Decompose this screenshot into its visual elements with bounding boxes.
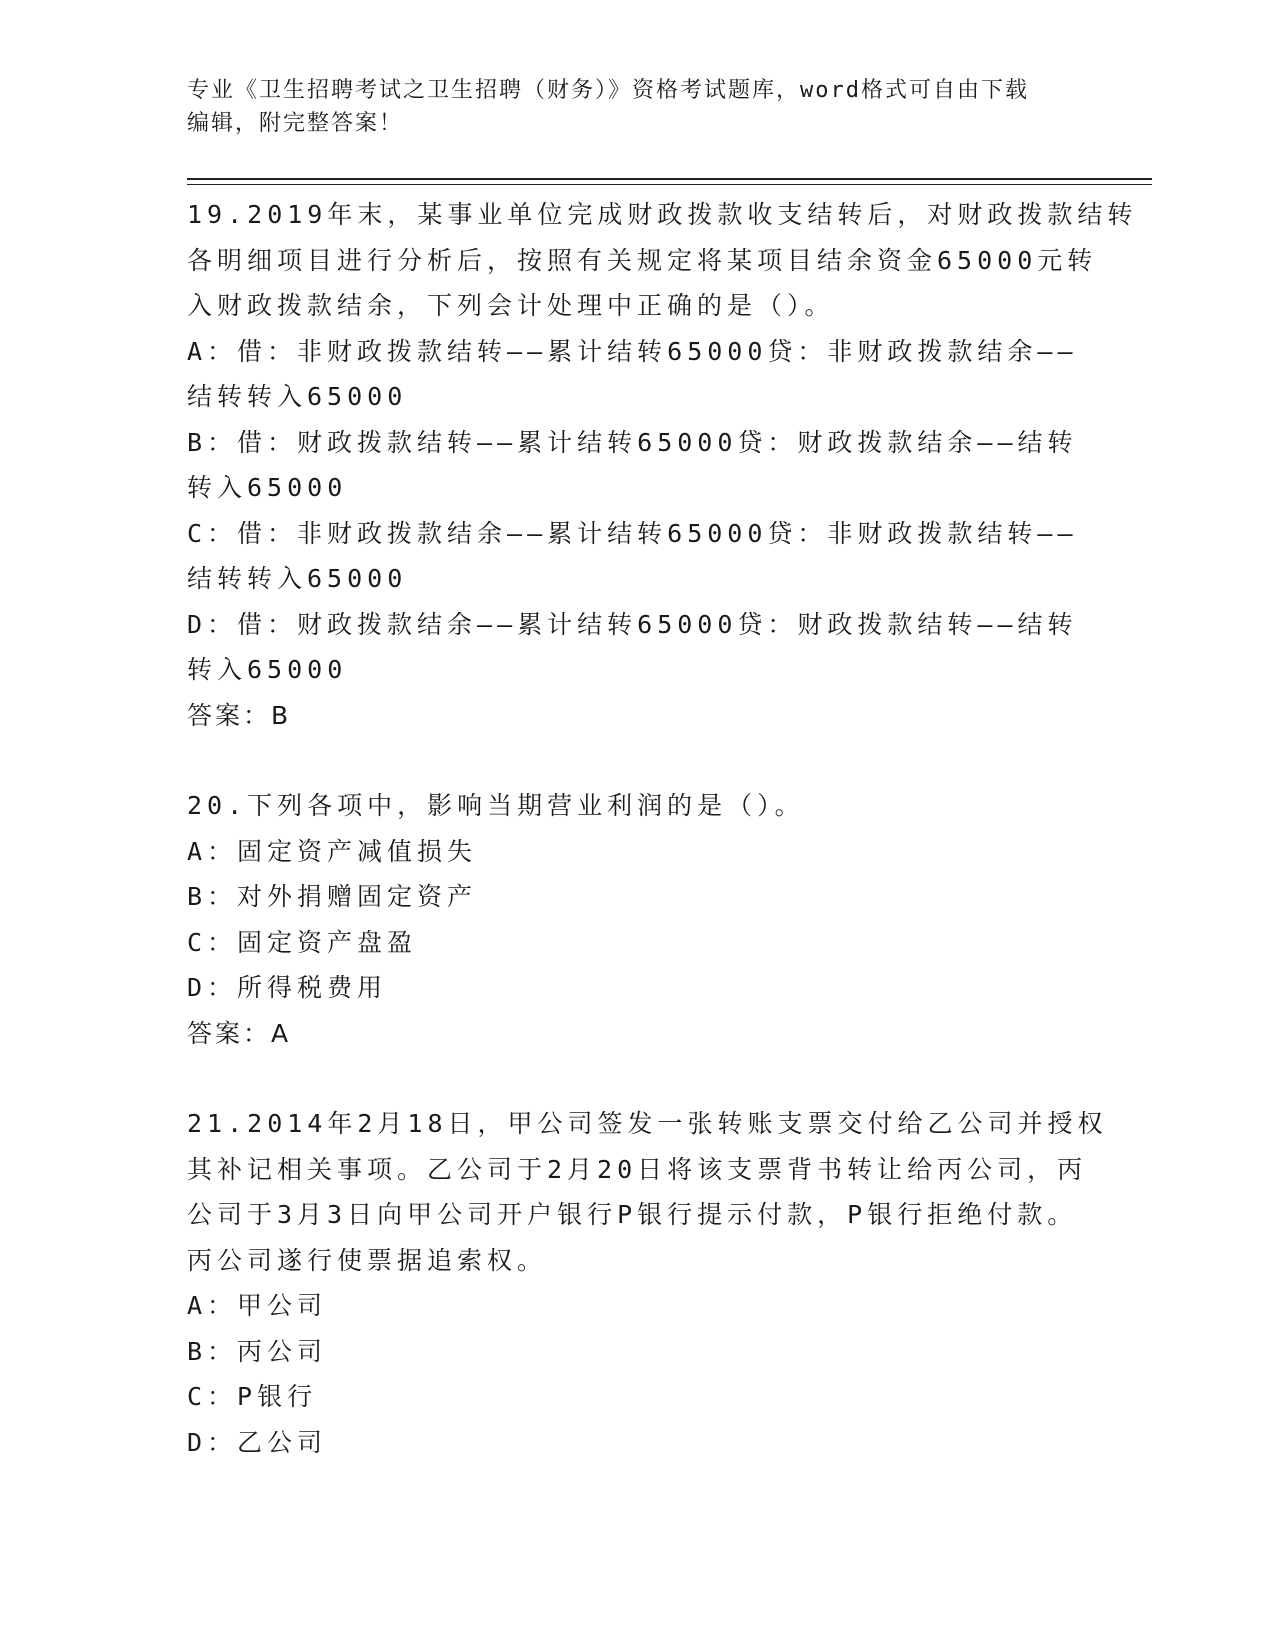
question-stem-line: 其补记相关事项。乙公司于2月20日将该支票背书转让给丙公司，丙 [187,1154,1088,1184]
question-stem-line: 19.2019年末，某事业单位完成财政拨款收支结转后，对财政拨款结转 [187,200,1138,229]
option-a-line: A：甲公司 [187,1291,328,1320]
document-header [187,74,1067,140]
option-d-line: 转入65000 [187,655,348,684]
question-21 [187,1101,1108,1465]
spacer [187,1056,1087,1101]
answer-label: 答案：B [187,700,292,730]
question-stem-line: 入财政拨款结余，下列会计处理中正确的是（）。 [187,291,835,320]
option-c-line: C：借：非财政拨款结余——累计结转65000贷：非财政拨款结转—— [187,518,1078,548]
answer-label: 答案：A [187,1018,292,1048]
question-19 [187,192,1138,738]
header-rule-thin [187,184,1152,185]
option-a-line: A：固定资产减值损失 [187,836,478,866]
option-b-line: B：借：财政拨款结转——累计结转65000贷：财政拨款结余——结转 [187,427,1078,457]
question-stem-line: 21.2014年2月18日，甲公司签发一张转账支票交付给乙公司并授权 [187,1109,1108,1138]
option-a-line: A：借：非财政拨款结转——累计结转65000贷：非财政拨款结余—— [187,336,1078,366]
option-c-line: 结转转入65000 [187,564,408,593]
question-list [187,192,1138,1465]
header-line-1: 专业《卫生招聘考试之卫生招聘（财务）》资格考试题库，word格式可自由下载 [187,78,1029,103]
question-stem-line: 20.下列各项中，影响当期营业利润的是（）。 [187,791,805,820]
option-b-line: 转入65000 [187,473,348,502]
option-a-line: 结转转入65000 [187,382,408,411]
option-c-line: C：固定资产盘盈 [187,927,418,957]
option-c-line: C：P银行 [187,1382,318,1411]
option-d-line: D：所得税费用 [187,973,388,1002]
option-d-line: D：借：财政拨款结余——累计结转65000贷：财政拨款结转——结转 [187,609,1078,639]
question-20 [187,783,1087,1056]
option-b-line: B：对外捐赠固定资产 [187,882,478,911]
question-stem-line: 各明细项目进行分析后，按照有关规定将某项目结余资金65000元转 [187,245,1098,275]
option-b-line: B：丙公司 [187,1336,328,1366]
option-d-line: D：乙公司 [187,1427,328,1457]
question-stem-line: 公司于3月3日向甲公司开户银行P银行提示付款，P银行拒绝付款。 [187,1200,1078,1229]
header-line-2: 编辑，附完整答案！ [187,111,404,136]
header-rule-thick [187,178,1152,180]
question-stem-line: 丙公司遂行使票据追索权。 [187,1245,548,1275]
spacer [187,738,1087,783]
